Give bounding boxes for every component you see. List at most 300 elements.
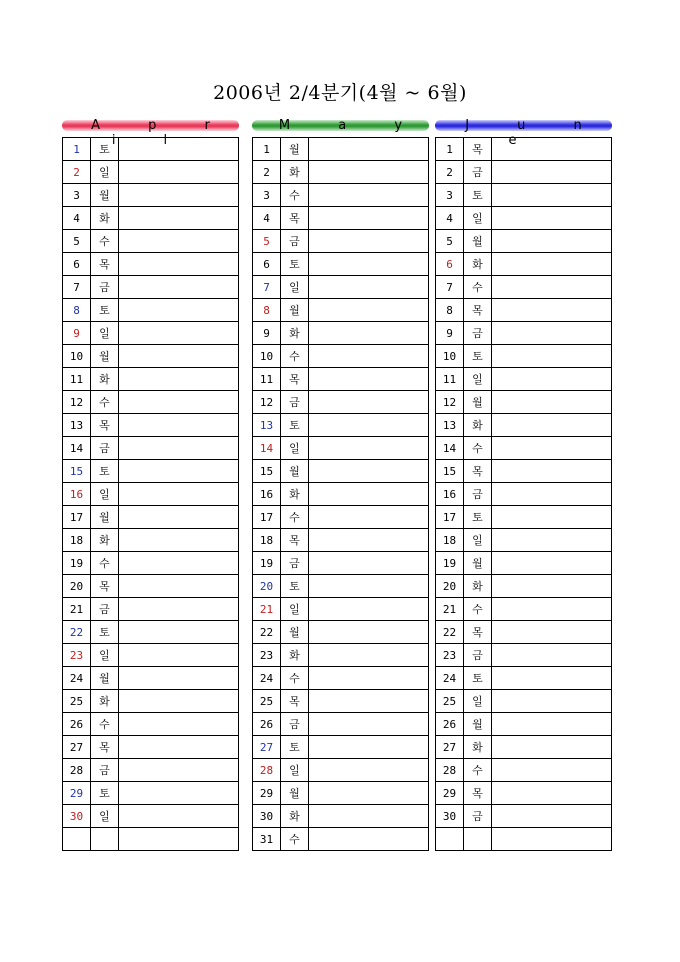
weekday xyxy=(464,828,492,851)
day-number: 27 xyxy=(63,736,91,759)
day-row xyxy=(436,598,612,621)
weekday: 금 xyxy=(281,713,309,736)
memo-cell[interactable] xyxy=(119,161,239,184)
weekday: 일 xyxy=(464,207,492,230)
day-number: 22 xyxy=(253,621,281,644)
day-number: 26 xyxy=(63,713,91,736)
day-row xyxy=(63,483,239,506)
day-number: 31 xyxy=(253,828,281,851)
weekday: 화 xyxy=(281,161,309,184)
day-row xyxy=(63,368,239,391)
memo-cell[interactable] xyxy=(309,506,429,529)
memo-cell[interactable] xyxy=(119,207,239,230)
day-number: 4 xyxy=(63,207,91,230)
memo-cell[interactable] xyxy=(309,644,429,667)
day-number: 8 xyxy=(436,299,464,322)
day-number: 23 xyxy=(63,644,91,667)
day-row xyxy=(436,368,612,391)
day-number: 27 xyxy=(436,736,464,759)
weekday: 금 xyxy=(91,276,119,299)
day-number xyxy=(63,828,91,851)
memo-cell[interactable] xyxy=(309,483,429,506)
day-number: 6 xyxy=(436,253,464,276)
day-number: 9 xyxy=(253,322,281,345)
day-row xyxy=(436,483,612,506)
memo-cell[interactable] xyxy=(119,621,239,644)
day-number: 22 xyxy=(63,621,91,644)
day-row xyxy=(436,322,612,345)
day-number: 17 xyxy=(63,506,91,529)
memo-cell[interactable] xyxy=(309,414,429,437)
day-row xyxy=(63,575,239,598)
memo-cell[interactable] xyxy=(119,575,239,598)
memo-cell[interactable] xyxy=(492,207,612,230)
day-row xyxy=(253,138,429,161)
day-number: 1 xyxy=(63,138,91,161)
memo-cell[interactable] xyxy=(492,759,612,782)
memo-cell[interactable] xyxy=(119,276,239,299)
day-row xyxy=(436,276,612,299)
day-number: 10 xyxy=(63,345,91,368)
day-row xyxy=(436,506,612,529)
day-number: 16 xyxy=(253,483,281,506)
memo-cell[interactable] xyxy=(119,253,239,276)
memo-cell[interactable] xyxy=(492,621,612,644)
memo-cell[interactable] xyxy=(309,759,429,782)
memo-cell[interactable] xyxy=(119,552,239,575)
day-number: 16 xyxy=(436,483,464,506)
month-banner xyxy=(252,118,429,133)
memo-cell[interactable] xyxy=(309,713,429,736)
day-row xyxy=(63,667,239,690)
day-number: 23 xyxy=(436,644,464,667)
memo-cell[interactable] xyxy=(119,299,239,322)
memo-cell[interactable] xyxy=(492,736,612,759)
memo-cell[interactable] xyxy=(492,667,612,690)
day-number: 18 xyxy=(253,529,281,552)
weekday: 수 xyxy=(91,391,119,414)
weekday: 목 xyxy=(281,368,309,391)
day-row xyxy=(63,621,239,644)
day-number: 3 xyxy=(436,184,464,207)
memo-cell[interactable] xyxy=(119,506,239,529)
memo-cell[interactable] xyxy=(492,598,612,621)
day-row xyxy=(436,345,612,368)
weekday: 월 xyxy=(464,552,492,575)
memo-cell[interactable] xyxy=(119,322,239,345)
day-number: 21 xyxy=(253,598,281,621)
day-row xyxy=(436,736,612,759)
weekday: 일 xyxy=(91,644,119,667)
day-row xyxy=(436,207,612,230)
day-row xyxy=(63,644,239,667)
weekday: 금 xyxy=(464,644,492,667)
day-number: 29 xyxy=(253,782,281,805)
weekday: 수 xyxy=(91,230,119,253)
day-row xyxy=(63,276,239,299)
day-number: 11 xyxy=(253,368,281,391)
day-number: 20 xyxy=(63,575,91,598)
day-row xyxy=(63,299,239,322)
weekday: 화 xyxy=(91,368,119,391)
day-row xyxy=(436,644,612,667)
day-number: 11 xyxy=(436,368,464,391)
weekday: 수 xyxy=(281,828,309,851)
memo-cell[interactable] xyxy=(492,322,612,345)
memo-cell[interactable] xyxy=(492,828,612,851)
day-number: 6 xyxy=(253,253,281,276)
day-row xyxy=(436,230,612,253)
memo-cell[interactable] xyxy=(492,161,612,184)
memo-cell[interactable] xyxy=(119,667,239,690)
day-number: 28 xyxy=(63,759,91,782)
weekday: 화 xyxy=(464,736,492,759)
weekday: 토 xyxy=(91,621,119,644)
day-row xyxy=(436,690,612,713)
memo-cell[interactable] xyxy=(309,207,429,230)
day-row xyxy=(253,598,429,621)
weekday: 금 xyxy=(91,598,119,621)
day-row xyxy=(436,713,612,736)
memo-cell[interactable] xyxy=(309,575,429,598)
day-number: 7 xyxy=(63,276,91,299)
weekday: 일 xyxy=(281,276,309,299)
month-banner xyxy=(62,118,239,148)
weekday: 금 xyxy=(281,391,309,414)
weekday: 금 xyxy=(464,805,492,828)
day-row xyxy=(63,184,239,207)
memo-cell[interactable] xyxy=(492,483,612,506)
weekday: 월 xyxy=(464,713,492,736)
memo-cell[interactable] xyxy=(119,782,239,805)
memo-cell[interactable] xyxy=(492,230,612,253)
memo-cell[interactable] xyxy=(309,161,429,184)
day-number: 2 xyxy=(253,161,281,184)
weekday: 토 xyxy=(464,667,492,690)
memo-cell[interactable] xyxy=(309,184,429,207)
memo-cell[interactable] xyxy=(309,621,429,644)
day-row xyxy=(63,529,239,552)
weekday: 화 xyxy=(91,529,119,552)
weekday: 일 xyxy=(91,322,119,345)
day-row xyxy=(436,667,612,690)
weekday: 월 xyxy=(91,667,119,690)
day-row xyxy=(253,575,429,598)
day-number: 5 xyxy=(63,230,91,253)
day-number: 24 xyxy=(436,667,464,690)
memo-cell[interactable] xyxy=(309,736,429,759)
day-number xyxy=(436,828,464,851)
memo-cell[interactable] xyxy=(492,575,612,598)
memo-cell[interactable] xyxy=(309,138,429,161)
day-number: 3 xyxy=(63,184,91,207)
memo-cell[interactable] xyxy=(492,299,612,322)
weekday: 수 xyxy=(464,598,492,621)
day-row xyxy=(253,621,429,644)
day-row xyxy=(253,483,429,506)
weekday: 수 xyxy=(281,184,309,207)
memo-cell[interactable] xyxy=(309,391,429,414)
day-number: 21 xyxy=(63,598,91,621)
day-row xyxy=(436,391,612,414)
day-row xyxy=(253,345,429,368)
weekday: 화 xyxy=(91,690,119,713)
weekday: 월 xyxy=(281,460,309,483)
memo-cell[interactable] xyxy=(309,805,429,828)
day-number: 12 xyxy=(63,391,91,414)
day-row xyxy=(253,230,429,253)
weekday: 일 xyxy=(91,161,119,184)
day-row xyxy=(63,782,239,805)
weekday: 목 xyxy=(281,529,309,552)
memo-cell[interactable] xyxy=(119,644,239,667)
weekday: 화 xyxy=(281,644,309,667)
day-row xyxy=(436,552,612,575)
memo-cell[interactable] xyxy=(492,345,612,368)
day-row xyxy=(436,437,612,460)
weekday: 수 xyxy=(464,276,492,299)
memo-cell[interactable] xyxy=(309,368,429,391)
day-row xyxy=(253,805,429,828)
month-june xyxy=(435,118,612,851)
day-number: 11 xyxy=(63,368,91,391)
day-number: 26 xyxy=(436,713,464,736)
weekday: 목 xyxy=(464,138,492,161)
memo-cell[interactable] xyxy=(119,414,239,437)
memo-cell[interactable] xyxy=(309,598,429,621)
memo-cell[interactable] xyxy=(309,253,429,276)
weekday: 일 xyxy=(464,529,492,552)
memo-cell[interactable] xyxy=(309,322,429,345)
memo-cell[interactable] xyxy=(119,391,239,414)
day-row xyxy=(253,184,429,207)
day-number: 30 xyxy=(436,805,464,828)
memo-cell[interactable] xyxy=(119,690,239,713)
day-number: 15 xyxy=(436,460,464,483)
day-row xyxy=(253,690,429,713)
weekday: 토 xyxy=(91,299,119,322)
memo-cell[interactable] xyxy=(119,759,239,782)
weekday: 금 xyxy=(91,759,119,782)
memo-cell[interactable] xyxy=(492,690,612,713)
day-number: 21 xyxy=(436,598,464,621)
day-row xyxy=(253,161,429,184)
day-number: 2 xyxy=(436,161,464,184)
memo-cell[interactable] xyxy=(119,460,239,483)
memo-cell[interactable] xyxy=(119,345,239,368)
memo-cell[interactable] xyxy=(309,299,429,322)
day-row xyxy=(253,276,429,299)
weekday: 화 xyxy=(281,322,309,345)
day-number: 7 xyxy=(253,276,281,299)
day-number: 14 xyxy=(436,437,464,460)
day-row xyxy=(253,759,429,782)
day-number: 29 xyxy=(436,782,464,805)
day-number: 23 xyxy=(253,644,281,667)
weekday: 월 xyxy=(91,345,119,368)
day-number: 7 xyxy=(436,276,464,299)
day-number: 3 xyxy=(253,184,281,207)
day-number: 27 xyxy=(253,736,281,759)
day-row xyxy=(63,161,239,184)
memo-cell[interactable] xyxy=(119,736,239,759)
memo-cell[interactable] xyxy=(119,828,239,851)
day-row xyxy=(436,782,612,805)
weekday: 토 xyxy=(464,345,492,368)
weekday: 수 xyxy=(91,713,119,736)
day-number: 6 xyxy=(63,253,91,276)
weekday: 일 xyxy=(464,690,492,713)
weekday: 금 xyxy=(464,322,492,345)
weekday: 금 xyxy=(281,552,309,575)
day-row xyxy=(436,161,612,184)
day-number: 5 xyxy=(253,230,281,253)
day-number: 28 xyxy=(253,759,281,782)
memo-cell[interactable] xyxy=(119,437,239,460)
day-row xyxy=(63,322,239,345)
memo-cell[interactable] xyxy=(492,276,612,299)
day-number: 30 xyxy=(253,805,281,828)
weekday: 목 xyxy=(91,736,119,759)
day-row xyxy=(63,759,239,782)
memo-cell[interactable] xyxy=(492,644,612,667)
day-table xyxy=(62,137,239,851)
day-row xyxy=(253,207,429,230)
day-number: 2 xyxy=(63,161,91,184)
weekday: 목 xyxy=(91,414,119,437)
memo-cell[interactable] xyxy=(309,667,429,690)
memo-cell[interactable] xyxy=(492,184,612,207)
day-row xyxy=(253,667,429,690)
day-row xyxy=(63,598,239,621)
day-number: 5 xyxy=(436,230,464,253)
memo-cell[interactable] xyxy=(119,368,239,391)
memo-cell[interactable] xyxy=(119,805,239,828)
day-number: 4 xyxy=(253,207,281,230)
day-table xyxy=(252,137,429,851)
weekday: 목 xyxy=(464,460,492,483)
weekday: 목 xyxy=(91,575,119,598)
memo-cell[interactable] xyxy=(309,552,429,575)
memo-cell[interactable] xyxy=(119,483,239,506)
memo-cell[interactable] xyxy=(309,782,429,805)
day-number: 14 xyxy=(63,437,91,460)
page-title: 2006년 2/4분기(4월 ~ 6월) xyxy=(213,82,467,104)
memo-cell[interactable] xyxy=(119,713,239,736)
memo-cell[interactable] xyxy=(492,460,612,483)
memo-cell[interactable] xyxy=(492,805,612,828)
day-row xyxy=(63,713,239,736)
weekday: 토 xyxy=(464,184,492,207)
memo-cell[interactable] xyxy=(119,529,239,552)
memo-cell[interactable] xyxy=(492,253,612,276)
day-row xyxy=(253,529,429,552)
weekday: 월 xyxy=(464,230,492,253)
memo-cell[interactable] xyxy=(492,552,612,575)
day-number: 19 xyxy=(63,552,91,575)
day-row xyxy=(63,253,239,276)
memo-cell[interactable] xyxy=(119,184,239,207)
day-row xyxy=(63,460,239,483)
weekday: 금 xyxy=(281,230,309,253)
day-number: 13 xyxy=(436,414,464,437)
memo-cell[interactable] xyxy=(492,414,612,437)
weekday: 토 xyxy=(281,414,309,437)
memo-cell[interactable] xyxy=(309,828,429,851)
day-number: 8 xyxy=(63,299,91,322)
memo-cell[interactable] xyxy=(492,782,612,805)
day-row xyxy=(253,782,429,805)
memo-cell[interactable] xyxy=(309,276,429,299)
day-row xyxy=(436,529,612,552)
weekday: 수 xyxy=(91,552,119,575)
weekday: 목 xyxy=(91,253,119,276)
memo-cell[interactable] xyxy=(492,506,612,529)
memo-cell[interactable] xyxy=(309,529,429,552)
weekday: 월 xyxy=(464,391,492,414)
day-number: 25 xyxy=(63,690,91,713)
day-row xyxy=(436,184,612,207)
memo-cell[interactable] xyxy=(492,391,612,414)
day-number: 18 xyxy=(436,529,464,552)
memo-cell[interactable] xyxy=(309,345,429,368)
day-row xyxy=(436,575,612,598)
day-number: 12 xyxy=(436,391,464,414)
day-number: 13 xyxy=(63,414,91,437)
memo-cell[interactable] xyxy=(309,690,429,713)
day-row xyxy=(253,552,429,575)
day-row xyxy=(253,644,429,667)
day-row xyxy=(436,460,612,483)
day-number: 1 xyxy=(253,138,281,161)
memo-cell[interactable] xyxy=(309,230,429,253)
weekday: 화 xyxy=(91,207,119,230)
day-row xyxy=(63,506,239,529)
memo-cell[interactable] xyxy=(309,437,429,460)
day-row xyxy=(436,828,612,851)
memo-cell[interactable] xyxy=(492,368,612,391)
day-row xyxy=(63,828,239,851)
day-number: 14 xyxy=(253,437,281,460)
day-row xyxy=(436,299,612,322)
day-row xyxy=(436,805,612,828)
weekday: 화 xyxy=(464,575,492,598)
day-number: 8 xyxy=(253,299,281,322)
weekday: 월 xyxy=(281,621,309,644)
weekday: 토 xyxy=(91,138,119,161)
day-number: 18 xyxy=(63,529,91,552)
day-number: 12 xyxy=(253,391,281,414)
weekday: 수 xyxy=(281,506,309,529)
memo-cell[interactable] xyxy=(492,713,612,736)
weekday: 목 xyxy=(464,299,492,322)
memo-cell[interactable] xyxy=(119,598,239,621)
weekday: 월 xyxy=(281,138,309,161)
memo-cell[interactable] xyxy=(492,529,612,552)
day-number: 13 xyxy=(253,414,281,437)
weekday: 목 xyxy=(281,207,309,230)
memo-cell[interactable] xyxy=(119,230,239,253)
memo-cell[interactable] xyxy=(492,437,612,460)
day-row xyxy=(436,759,612,782)
weekday: 화 xyxy=(464,414,492,437)
day-row xyxy=(253,299,429,322)
day-row xyxy=(63,207,239,230)
memo-cell[interactable] xyxy=(309,460,429,483)
day-row xyxy=(253,828,429,851)
day-row xyxy=(63,437,239,460)
day-number: 4 xyxy=(436,207,464,230)
